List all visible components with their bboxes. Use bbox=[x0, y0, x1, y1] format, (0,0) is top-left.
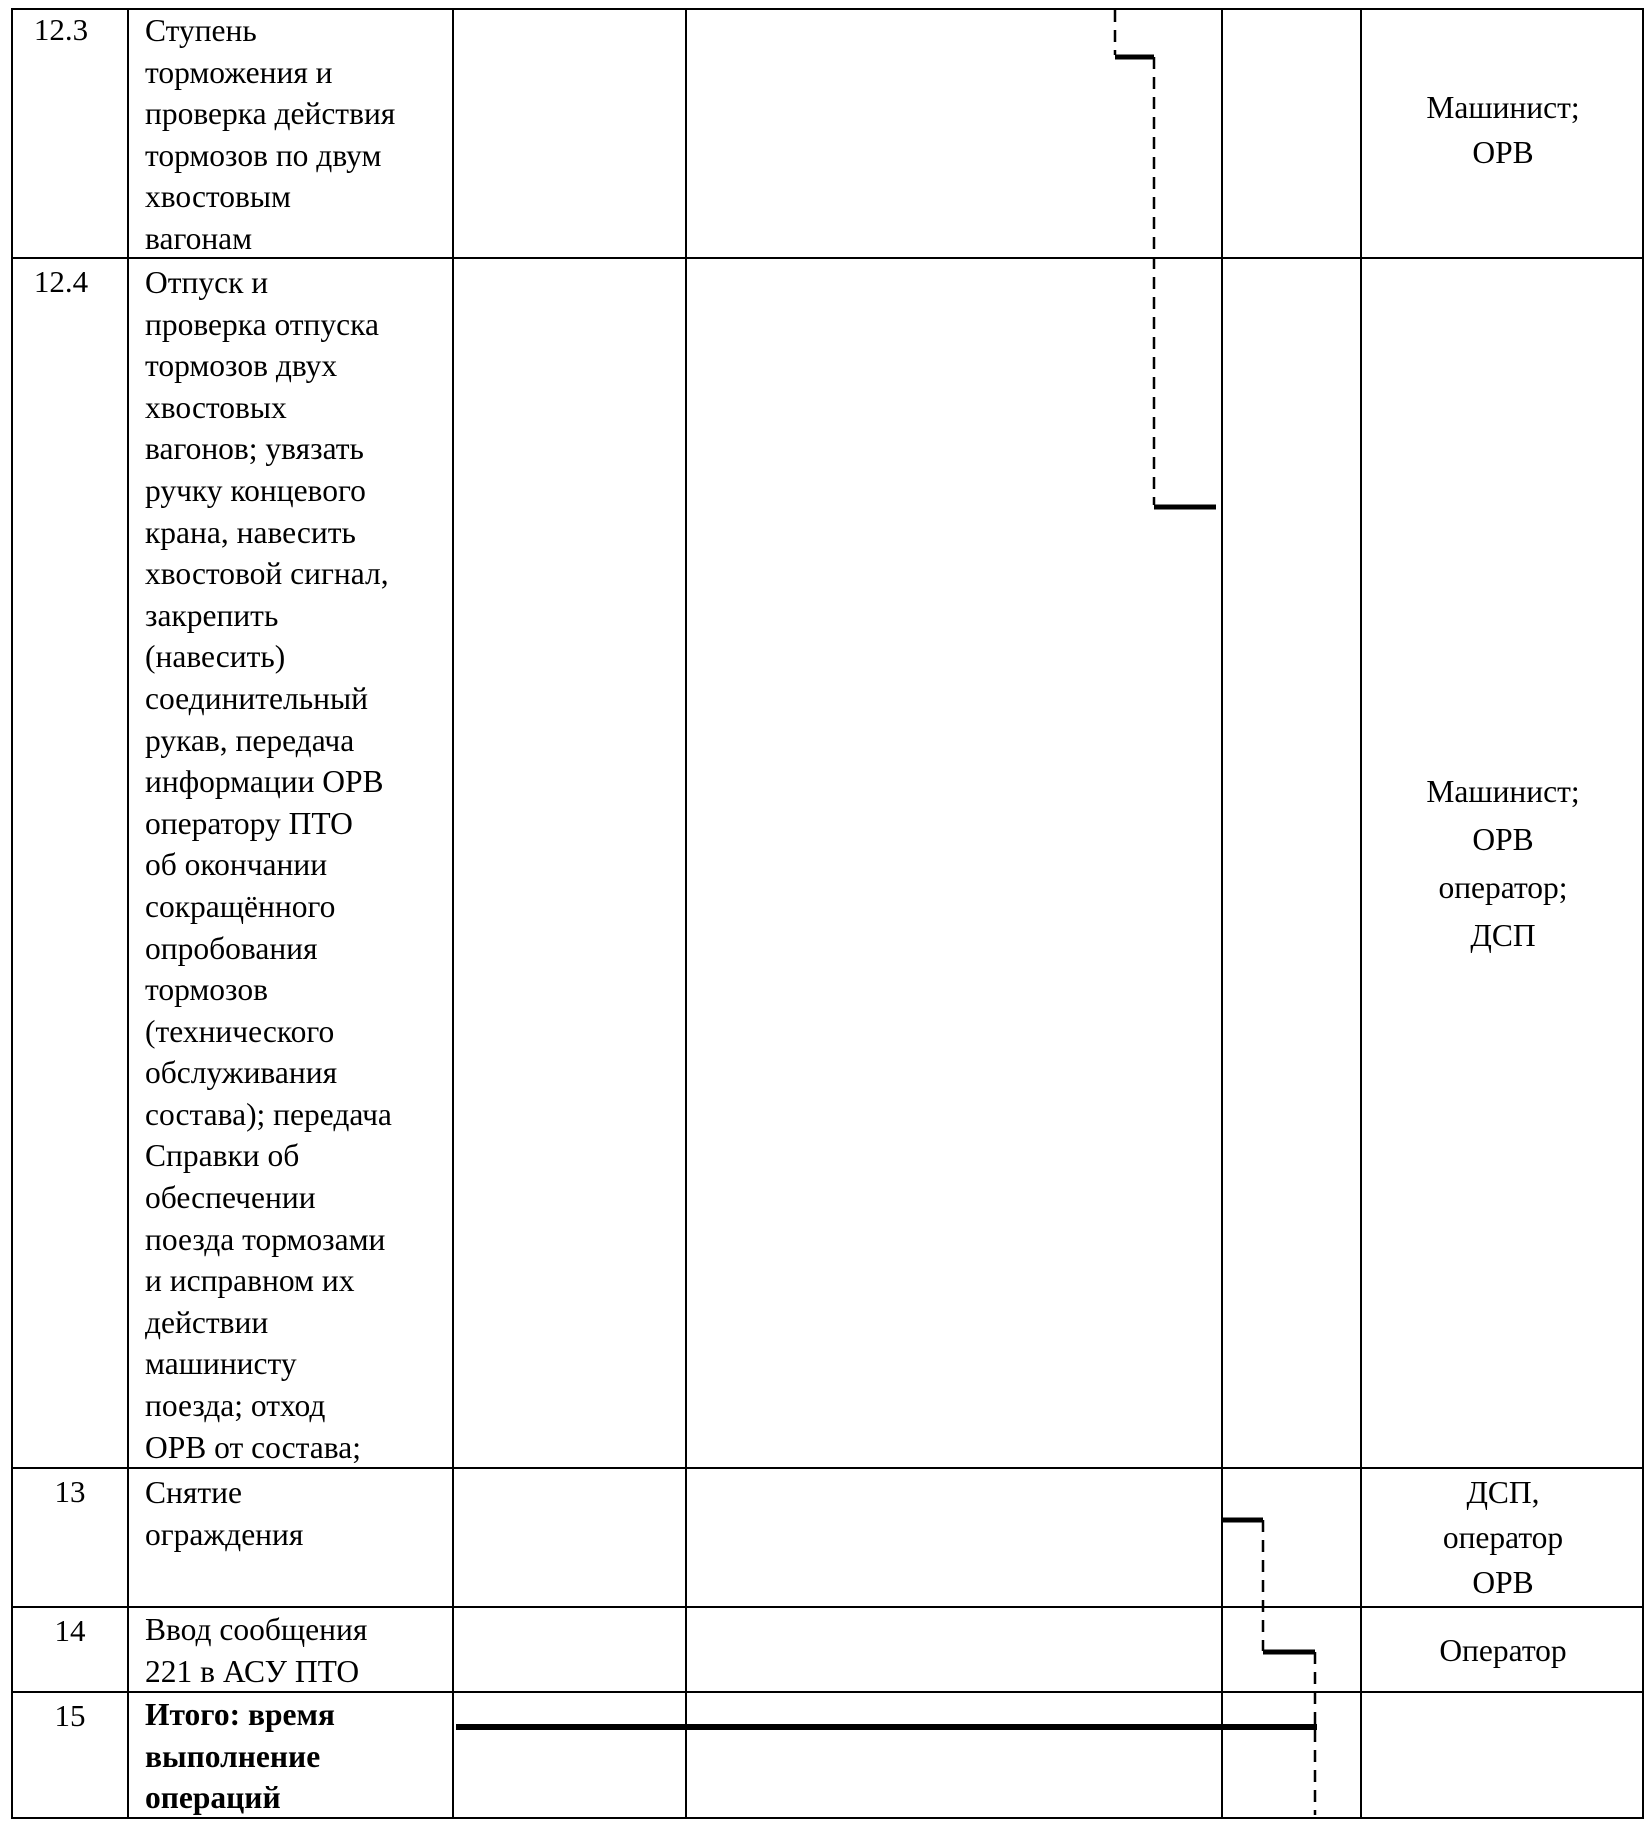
row-description: Ввод сообщения 221 в АСУ ПТО bbox=[145, 1612, 368, 1689]
row-number: 15 bbox=[54, 1698, 86, 1733]
row-responsible: Машинист; ОРВ оператор; ДСП bbox=[1426, 774, 1580, 953]
row-description: Отпуск и проверка отпуска тормозов двух хвостовых вагонов; увязать ручку концевого крана, навесить хвостовой сигнал, закрепить (навесить) соединительный рукав, передача информации ОРВ оператору ПТО об окончании сокращённого опробования тормозов (технического обслуживания состава); передача Справки об обеспечении поезда тормозами и исправном их действии машинисту поезда; отход ОРВ от состава; bbox=[145, 265, 392, 1465]
grid-line bbox=[452, 8, 454, 1819]
row-number: 14 bbox=[54, 1613, 86, 1648]
grid-line bbox=[127, 8, 129, 1819]
row-number: 13 bbox=[54, 1474, 86, 1509]
row-responsible: ДСП, оператор ОРВ bbox=[1442, 1475, 1564, 1600]
row-description: Итого: время выполнение операций bbox=[145, 1697, 335, 1816]
row-description: Снятие ограждения bbox=[145, 1475, 304, 1552]
grid-line bbox=[685, 8, 687, 1819]
grid-line bbox=[1221, 8, 1223, 1819]
row-number: 12.3 bbox=[33, 12, 89, 47]
row-responsible: Машинист; ОРВ bbox=[1426, 90, 1580, 170]
grid-line bbox=[11, 1606, 1643, 1608]
row-description: Ступень торможения и проверка действия тормозов по двум хвостовым вагонам bbox=[145, 13, 396, 256]
row-responsible: Оператор bbox=[1439, 1633, 1567, 1668]
row-number: 12.4 bbox=[33, 264, 89, 299]
